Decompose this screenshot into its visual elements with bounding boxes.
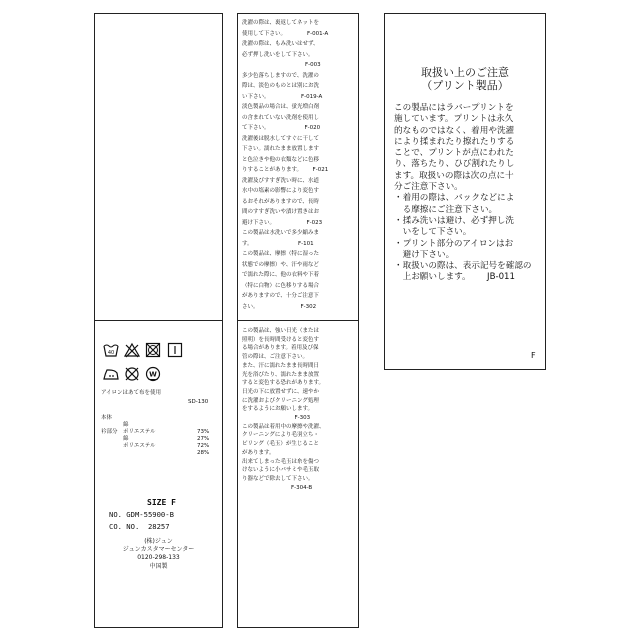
- composition-material: ポリエステル: [123, 443, 156, 449]
- no-dry-clean-icon: [124, 366, 140, 382]
- svg-text:40: 40: [107, 350, 115, 356]
- care-text-line: りすることがあります。 F-021: [242, 167, 329, 173]
- print-care-line: いをして下さい。: [394, 227, 472, 238]
- care-text-line: 照明）を長時間受けると変色す: [242, 336, 320, 343]
- care-text-line: 状態での摩擦）や、汗や雨など: [242, 261, 319, 268]
- care-text-line: けないように小バサミや毛玉取: [242, 467, 320, 474]
- care-text-line: い下さい。 F-019-A: [242, 93, 323, 100]
- composition-percent: 73%: [197, 429, 210, 435]
- print-care-line: 分ご注意下さい。: [394, 182, 463, 193]
- composition-part: 衿部分: [101, 429, 118, 435]
- no-tumble-dry-icon: [145, 342, 161, 358]
- print-care-line: この製品にはラバープリントを: [394, 103, 514, 113]
- composition-table: [101, 408, 219, 456]
- care-text-line: F-304-B: [242, 484, 313, 491]
- wash-tub-40-icon: [103, 342, 119, 358]
- company-block: [95, 538, 222, 571]
- print-care-text: [394, 103, 532, 284]
- care-text-line: 光を浴びたり、濡れたまま放置: [242, 371, 320, 378]
- handling-title: 取扱い上のご注意: [421, 66, 509, 79]
- tag2-divider: [238, 320, 358, 321]
- phone-number: 0120-298-133: [137, 554, 180, 562]
- care-text-line: すると変色する恐れがあります。: [242, 380, 325, 387]
- iron-note: アイロンはあて布を使用: [101, 390, 162, 396]
- care-text-line: があります。: [242, 449, 275, 456]
- care-text-line: をするようにお願いします。: [242, 406, 314, 413]
- care-text-line: 水中の塩素の影響により変色す: [242, 188, 320, 194]
- care-text-line: がありますので、十分ご注意下: [242, 293, 319, 299]
- care-text-line: と色泣きや他の衣類などに色移: [242, 156, 320, 163]
- print-care-line: ・プリント部分のアイロンはお: [394, 238, 514, 249]
- print-care-line: ます。取扱いの際は次の点に十: [394, 170, 514, 181]
- care-label-middle: [237, 13, 359, 628]
- customer-center: ジュンカスタマーセンター: [122, 546, 195, 554]
- composition-material: 綿: [123, 422, 129, 428]
- care-text-line: 必ず押し洗いをして下さい。: [242, 51, 314, 58]
- size-label: SIZE F: [147, 498, 176, 507]
- line-dry-icon: [167, 342, 183, 358]
- washing-instructions: [242, 18, 356, 312]
- print-care-line: 避け下さい。: [394, 249, 455, 260]
- care-text-line: 洗濯及びすすぎ洗い時に、水道: [242, 177, 320, 184]
- care-text-line: る場合があります。着用及び保: [242, 345, 319, 352]
- print-product-subtitle: （プリント製品）: [421, 79, 509, 92]
- composition-percent: 27%: [197, 436, 210, 442]
- care-text-line: また、汗に濡れたまま長時間日: [242, 362, 320, 369]
- wet-clean-icon: [145, 366, 161, 382]
- print-care-line: り、落ちたり、ひび割れたりし: [394, 159, 515, 170]
- care-text-line: 洗濯の際は、裏返してネットを: [242, 20, 320, 26]
- care-text-line: の含まれていない洗剤を使用し: [242, 114, 320, 121]
- svg-text:W: W: [149, 370, 157, 379]
- care-text-line: 管の際は、ご注意下さい。: [242, 354, 309, 361]
- composition-part: 本体: [101, 415, 113, 421]
- size-mark: F: [531, 351, 536, 360]
- care-text-line: 下さい。濡れたまま放置します: [242, 146, 320, 152]
- care-text-line: ピリング（毛玉）が生じること: [242, 441, 319, 448]
- print-care-label: [384, 13, 546, 370]
- company-name: (株)ジュン: [144, 538, 173, 545]
- country-of-origin: 中国製: [149, 562, 168, 570]
- care-text-line: に洗濯およびクリーニング処理: [242, 397, 319, 404]
- model-number: NO. GDM-55900-B: [109, 510, 174, 519]
- print-care-line: 上お願いします。 JB-011: [394, 272, 515, 283]
- care-label-left: [94, 13, 223, 628]
- composition-percent: 28%: [197, 450, 210, 456]
- print-care-line: ・着用の際は、バックなどによ: [394, 193, 515, 204]
- care-text-line: クリーニングにより毛羽立ち・: [242, 432, 319, 439]
- care-text-line: 洗濯の際は、もみ洗いはせず、: [242, 41, 319, 47]
- print-care-line: 的なものではなく、着用や洗濯: [394, 125, 515, 136]
- composition-material: ポリエステル: [123, 429, 156, 435]
- composition-percent: 72%: [197, 443, 210, 449]
- care-text-line: 出来てしまった毛玉は糸を傷つ: [242, 458, 320, 465]
- sunlight-pilling-notes: [242, 327, 356, 492]
- tag1-divider: [95, 320, 222, 321]
- care-text-line: この製品は、強い日光（または: [242, 328, 320, 334]
- care-text-line: この製品は水洗いで多少縮みま: [242, 230, 320, 236]
- no-bleach-icon: [124, 342, 140, 358]
- care-text-line: るおそれがありますので、長時: [242, 198, 319, 205]
- iron-medium-icon: [103, 366, 119, 382]
- care-text-line: （特に白物）に色移りする場合: [242, 282, 320, 289]
- composition-material: 綿: [123, 436, 129, 442]
- print-care-line: ことで、プリントが点にわれた: [394, 148, 514, 159]
- print-care-line: により揉まれたり擦れたりする: [394, 136, 515, 147]
- print-care-line: ・揉み洗いは避け、必ず押し洗: [394, 215, 514, 226]
- care-text-line: 使用して下さい。 F-001-A: [242, 30, 329, 37]
- care-text-line: 日光の下に放置せずに、速やか: [242, 388, 320, 395]
- care-text-line: この製品は着用中の摩擦や洗濯、: [242, 423, 325, 430]
- care-text-line: この製品は、摩擦（特に湿った: [242, 251, 320, 257]
- care-text-line: F-303: [242, 415, 311, 422]
- care-text-line: 洗濯後は脱水してすぐに干して: [242, 135, 320, 142]
- care-text-line: 間のすすぎ洗いや漬け置きはお: [242, 209, 320, 215]
- care-text-line: 避け下さい。 F-023: [242, 219, 323, 226]
- care-text-line: さい。 F-302: [242, 303, 317, 310]
- care-text-line: で濡れた際に、他の衣料や下着: [242, 272, 320, 278]
- co-number: CO. NO. 28257: [109, 522, 170, 531]
- care-text-line: 多少色落ちしますので、洗濯の: [242, 72, 319, 79]
- care-text-line: 淡色製品の場合は、蛍光増白剤: [242, 104, 320, 110]
- care-text-line: F-003: [242, 62, 321, 68]
- care-text-line: て下さい。 F-020: [242, 125, 321, 131]
- care-text-line: り器などで除去して下さい。: [242, 475, 314, 482]
- print-care-line: ・取扱いの際は、表示記号を確認の: [394, 261, 532, 272]
- care-text-line: す。 F-101: [242, 240, 314, 247]
- print-care-line: 施しています。プリントは永久: [394, 114, 514, 125]
- sd-code: SD-130: [188, 399, 209, 405]
- care-text-line: 際は、淡色のものとは別にお洗: [242, 83, 320, 89]
- print-care-line: る摩擦にご注意下さい。: [394, 204, 498, 215]
